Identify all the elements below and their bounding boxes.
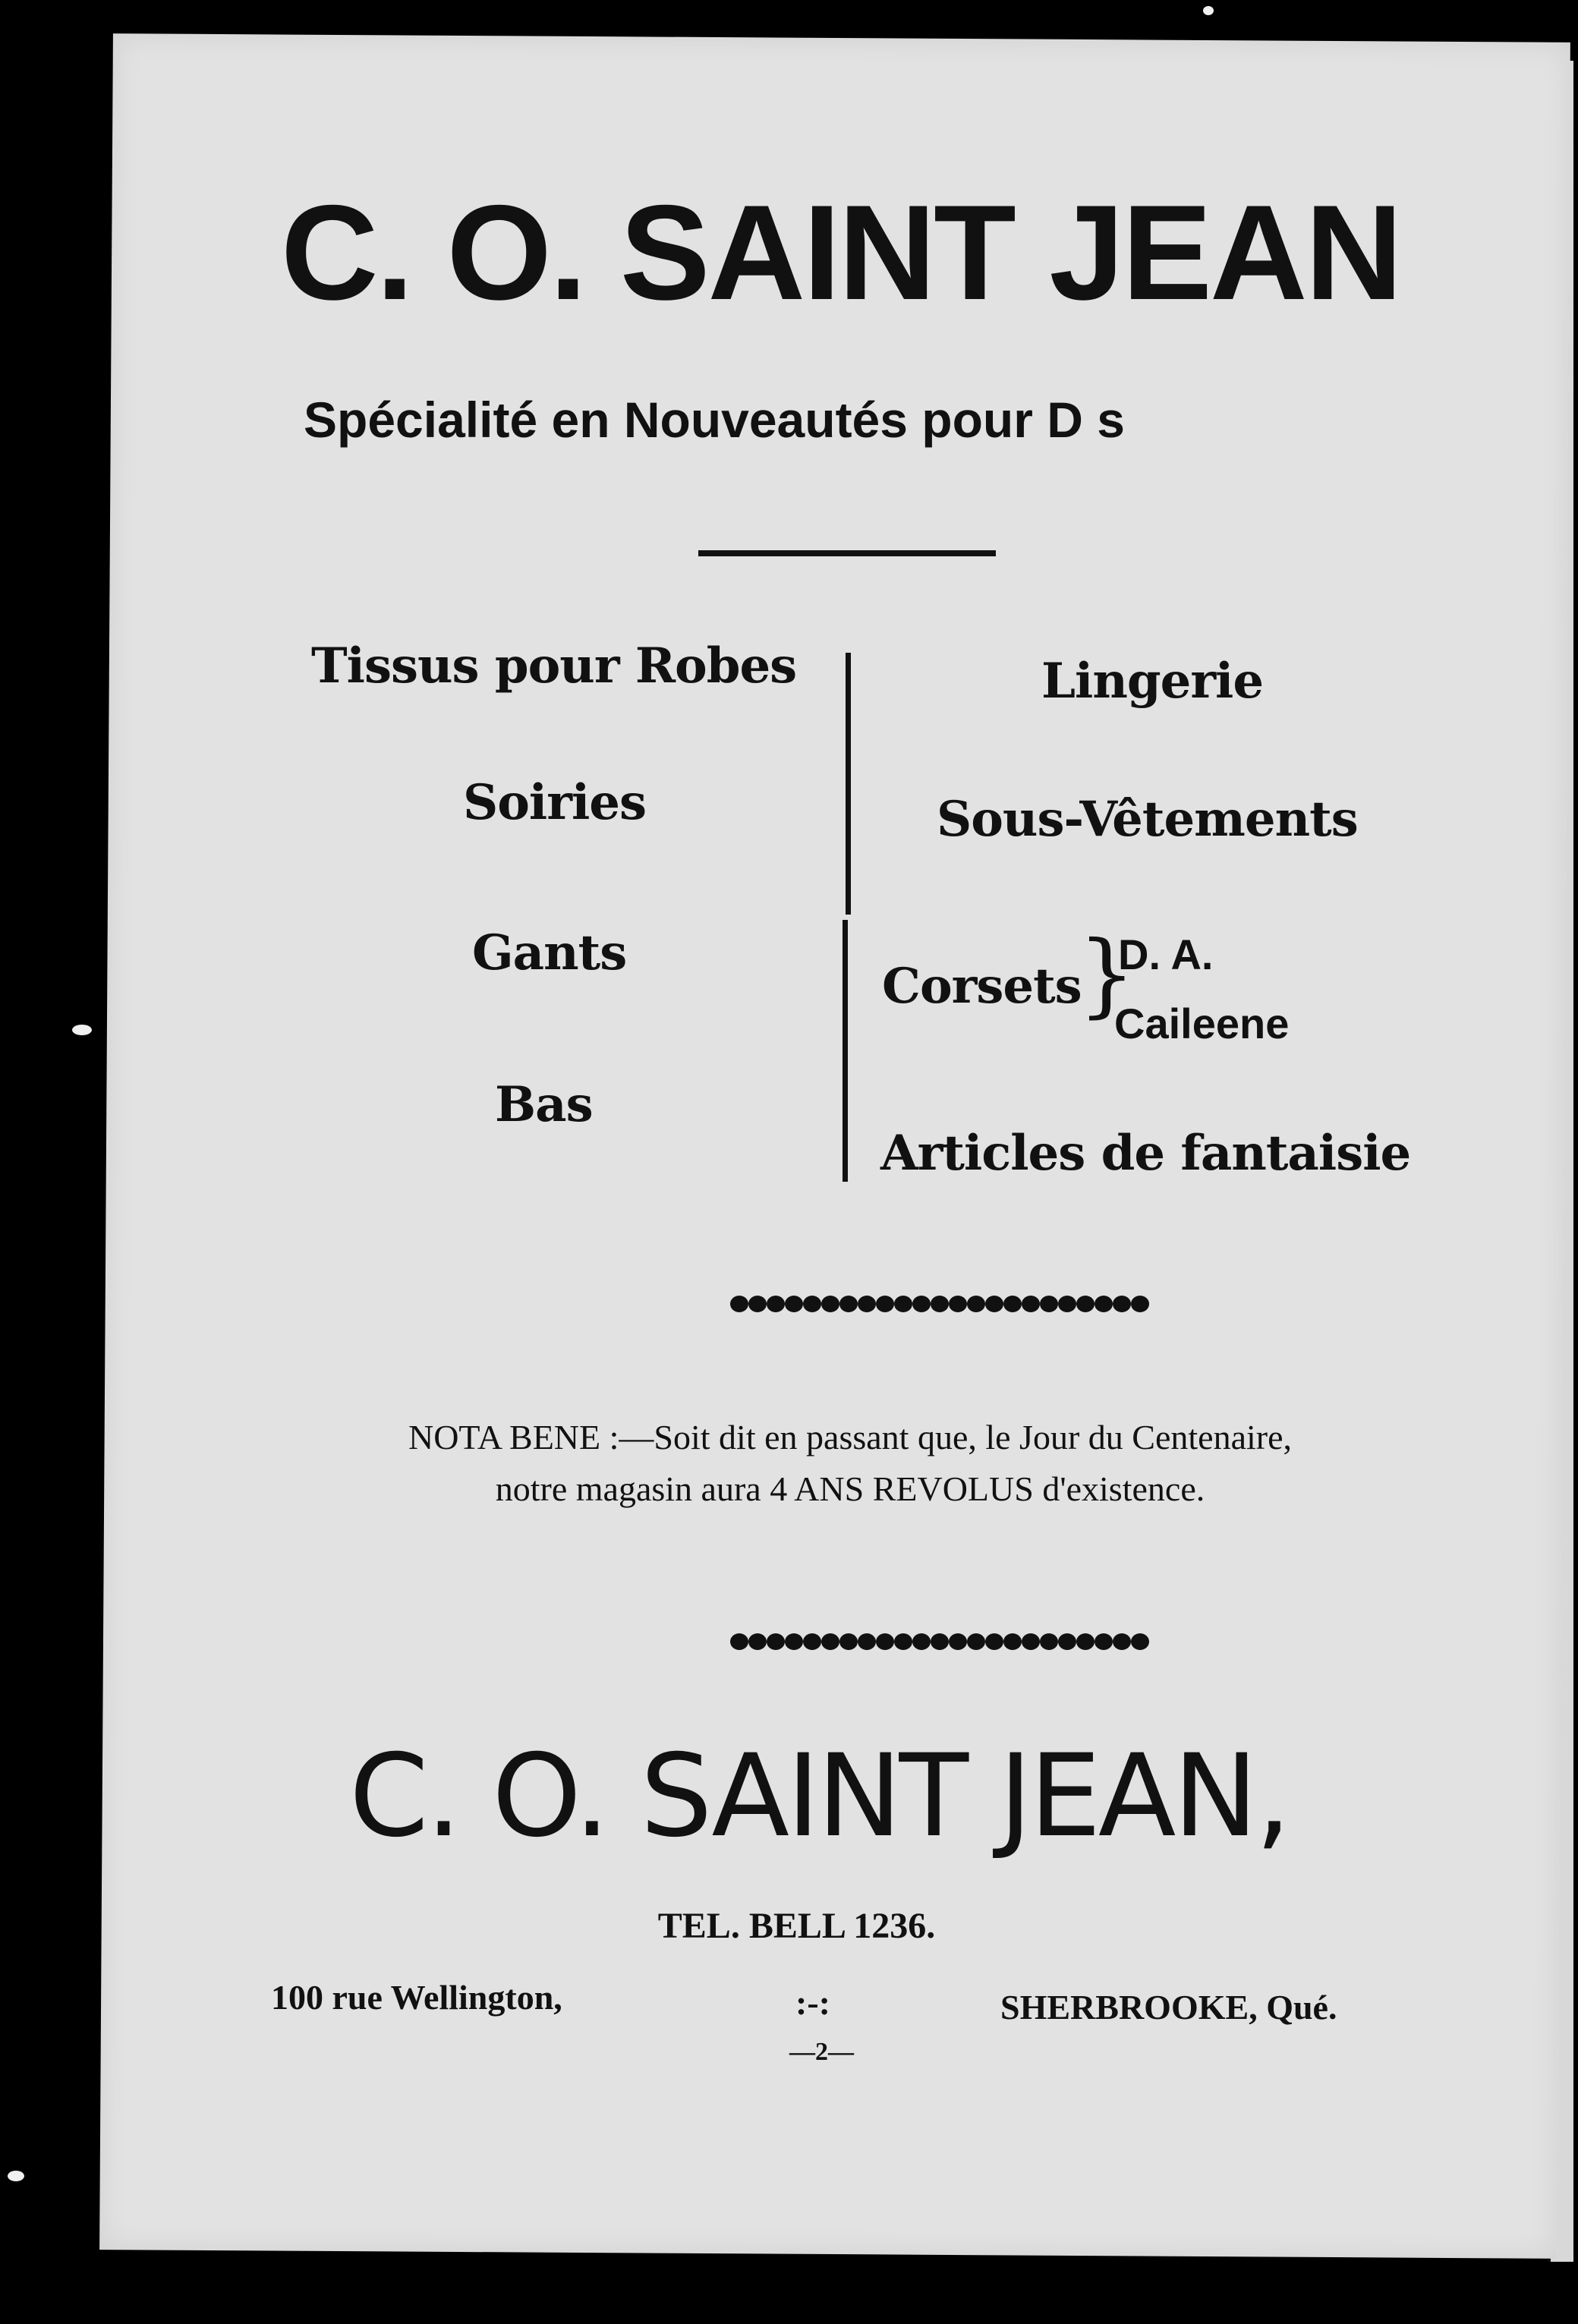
store-specialty: Spécialité en Nouveautés pour D s [304,392,1125,448]
column-divider-bottom [843,920,848,1182]
left-item-tissus: Tissus pour Robes [311,638,797,694]
ornament-dots-top [730,1296,1149,1312]
nota-bene-line-1: NOTA BENE :—Soit dit en passant que, le Jour du Centenaire, [408,1418,1292,1456]
city: SHERBROOKE, Qué. [1000,1988,1337,2026]
store-title: C. O. SAINT JEAN [281,177,1401,328]
street-address: 100 rue Wellington, [271,1978,562,2017]
left-item-bas: Bas [495,1076,593,1133]
left-item-soiries: Soiries [463,774,646,831]
scan-speck [1203,6,1214,15]
right-item-sous-vetements: Sous-Vêtements [937,791,1358,848]
nota-bene [273,1412,1427,1515]
footer-store-title: C. O. SAINT JEAN, [349,1730,1289,1863]
right-item-lingerie: Lingerie [1041,653,1264,710]
scan-speck [72,1025,92,1035]
header-rule [698,550,996,556]
address-separator: :-: [795,1983,830,2022]
right-item-corsets: Corsets [882,958,1082,1015]
corset-brand-caileene: Caileene [1114,1000,1290,1047]
nota-bene-line-2: notre magasin aura 4 ANS REVOLUS d'existence. [495,1469,1205,1508]
ornament-dots-bottom [730,1633,1149,1650]
page-number: —2— [789,2038,854,2066]
scan-speck [8,2171,24,2181]
column-divider-top [846,653,851,915]
corset-brace: } [1078,922,1136,1028]
corset-brand-da: D. A. [1118,931,1214,978]
right-item-articles: Articles de fantaisie [880,1125,1411,1182]
left-item-gants: Gants [472,924,627,981]
telephone: TEL. BELL 1236. [657,1906,936,1946]
